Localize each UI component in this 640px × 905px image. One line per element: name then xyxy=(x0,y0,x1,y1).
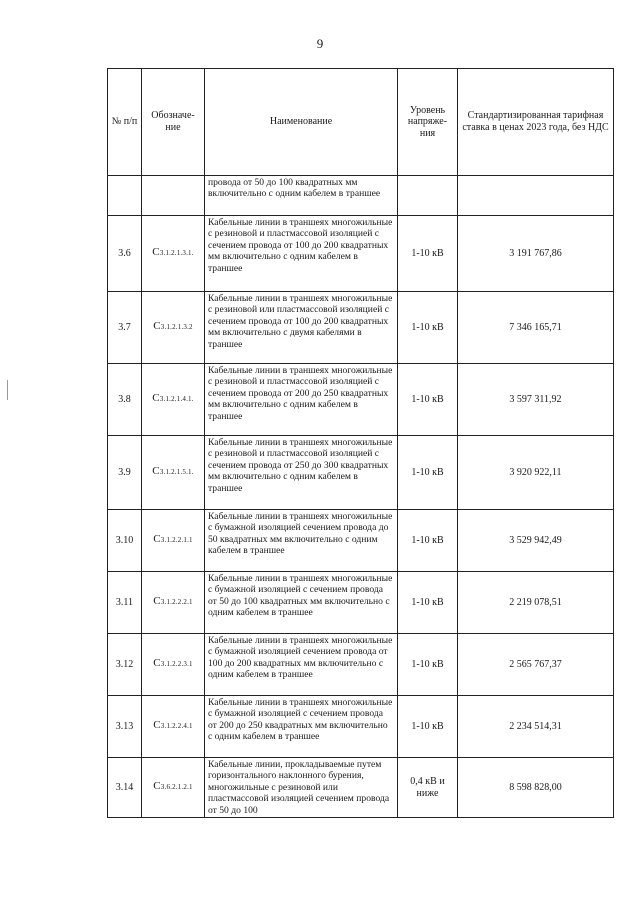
row-name: Кабельные линии в траншеях многожильные с бумажной изоляцией с сечением провода от 200 до 250 квадратных мм включительно с одним кабелем в траншее xyxy=(205,696,398,758)
header-name: Наименование xyxy=(205,69,398,176)
row-rate: 2 234 514,31 xyxy=(458,696,614,758)
table-header-row xyxy=(108,69,614,176)
row-code xyxy=(142,176,205,216)
row-voltage: 0,4 кВ и ниже xyxy=(398,758,458,818)
row-name: Кабельные линии в траншеях многожильные с резиновой и пластмассовой изоляцией с сечением провода от 100 до 200 квадратных мм включительно с одним кабелем в траншее xyxy=(205,216,398,292)
header-num: № п/п xyxy=(108,69,142,176)
row-voltage: 1-10 кВ xyxy=(398,436,458,510)
row-code: С3.1.2.1.4.1. xyxy=(142,364,205,436)
row-code: С3.1.2.1.3.1. xyxy=(142,216,205,292)
table-row xyxy=(108,292,614,364)
page-number: 9 xyxy=(316,36,324,51)
row-rate: 3 920 922,11 xyxy=(458,436,614,510)
row-voltage: 1-10 кВ xyxy=(398,510,458,572)
row-name: Кабельные линии в траншеях многожильные с резиновой и пластмассовой изоляцией с сечением провода от 200 до 250 квадратных мм включительно с одним кабелем в траншее xyxy=(205,364,398,436)
scan-mark xyxy=(7,380,8,400)
table-row xyxy=(108,216,614,292)
row-name: провода от 50 до 100 квадратных мм включительно с одним кабелем в траншее xyxy=(205,176,398,216)
row-rate: 8 598 828,00 xyxy=(458,758,614,818)
table-row xyxy=(108,176,614,216)
row-name: Кабельные линии в траншеях многожильные с резиновой или пластмассовой изоляцией с сечением провода от 100 до 200 квадратных мм включительно с двумя кабелями в траншее xyxy=(205,292,398,364)
row-name: Кабельные линии в траншеях многожильные с бумажной изоляцией сечением провода до 50 квадратных мм включительно с одним кабелем в траншее xyxy=(205,510,398,572)
row-voltage: 1-10 кВ xyxy=(398,364,458,436)
table-row xyxy=(108,634,614,696)
row-rate xyxy=(458,176,614,216)
row-name: Кабельные линии, прокладываемые путем горизонтального наклонного бурения, многожильные с резиновой или пластмассовой изоляцией сечением провода от 50 до 100 xyxy=(205,758,398,818)
row-rate: 3 191 767,86 xyxy=(458,216,614,292)
row-num: 3.8 xyxy=(108,364,142,436)
row-voltage: 1-10 кВ xyxy=(398,634,458,696)
row-num: 3.13 xyxy=(108,696,142,758)
row-voltage: 1-10 кВ xyxy=(398,572,458,634)
row-rate: 2 219 078,51 xyxy=(458,572,614,634)
row-code: С3.1.2.2.4.1 xyxy=(142,696,205,758)
row-num xyxy=(108,176,142,216)
row-num: 3.7 xyxy=(108,292,142,364)
row-code: С3.1.2.2.3.1 xyxy=(142,634,205,696)
row-code: С3.1.2.1.5.1. xyxy=(142,436,205,510)
row-name: Кабельные линии в траншеях многожильные с бумажной изоляцией с сечением провода от 50 до 100 квадратных мм включительно с одним кабелем в траншее xyxy=(205,572,398,634)
row-name: Кабельные линии в траншеях многожильные с бумажной изоляцией сечением провода от 100 до 200 квадратных мм включительно с одним кабелем в траншее xyxy=(205,634,398,696)
row-code: С3.1.2.1.3.2 xyxy=(142,292,205,364)
row-num: 3.6 xyxy=(108,216,142,292)
header-code: Обозначе-ние xyxy=(142,69,205,176)
row-num: 3.11 xyxy=(108,572,142,634)
row-voltage: 1-10 кВ xyxy=(398,696,458,758)
row-num: 3.14 xyxy=(108,758,142,818)
table-row xyxy=(108,696,614,758)
row-num: 3.10 xyxy=(108,510,142,572)
row-rate: 3 597 311,92 xyxy=(458,364,614,436)
row-voltage xyxy=(398,176,458,216)
table-row xyxy=(108,572,614,634)
row-num: 3.12 xyxy=(108,634,142,696)
row-code: С3.6.2.1.2.1 xyxy=(142,758,205,818)
row-voltage: 1-10 кВ xyxy=(398,292,458,364)
row-code: С3.1.2.2.1.1 xyxy=(142,510,205,572)
row-rate: 2 565 767,37 xyxy=(458,634,614,696)
row-voltage: 1-10 кВ xyxy=(398,216,458,292)
row-num: 3.9 xyxy=(108,436,142,510)
header-rate: Стандартизированная тарифная ставка в ценах 2023 года, без НДС xyxy=(458,69,614,176)
row-name: Кабельные линии в траншеях многожильные с резиновой и пластмассовой изоляцией с сечением провода от 250 до 300 квадратных мм включительно с одним кабелем в траншее xyxy=(205,436,398,510)
row-rate: 7 346 165,71 xyxy=(458,292,614,364)
table-row xyxy=(108,436,614,510)
tariff-table xyxy=(107,68,614,818)
table-row xyxy=(108,510,614,572)
table-row xyxy=(108,758,614,818)
table-row xyxy=(108,364,614,436)
row-rate: 3 529 942,49 xyxy=(458,510,614,572)
row-code: С3.1.2.2.2.1 xyxy=(142,572,205,634)
header-voltage: Уровень напряже-ния xyxy=(398,69,458,176)
